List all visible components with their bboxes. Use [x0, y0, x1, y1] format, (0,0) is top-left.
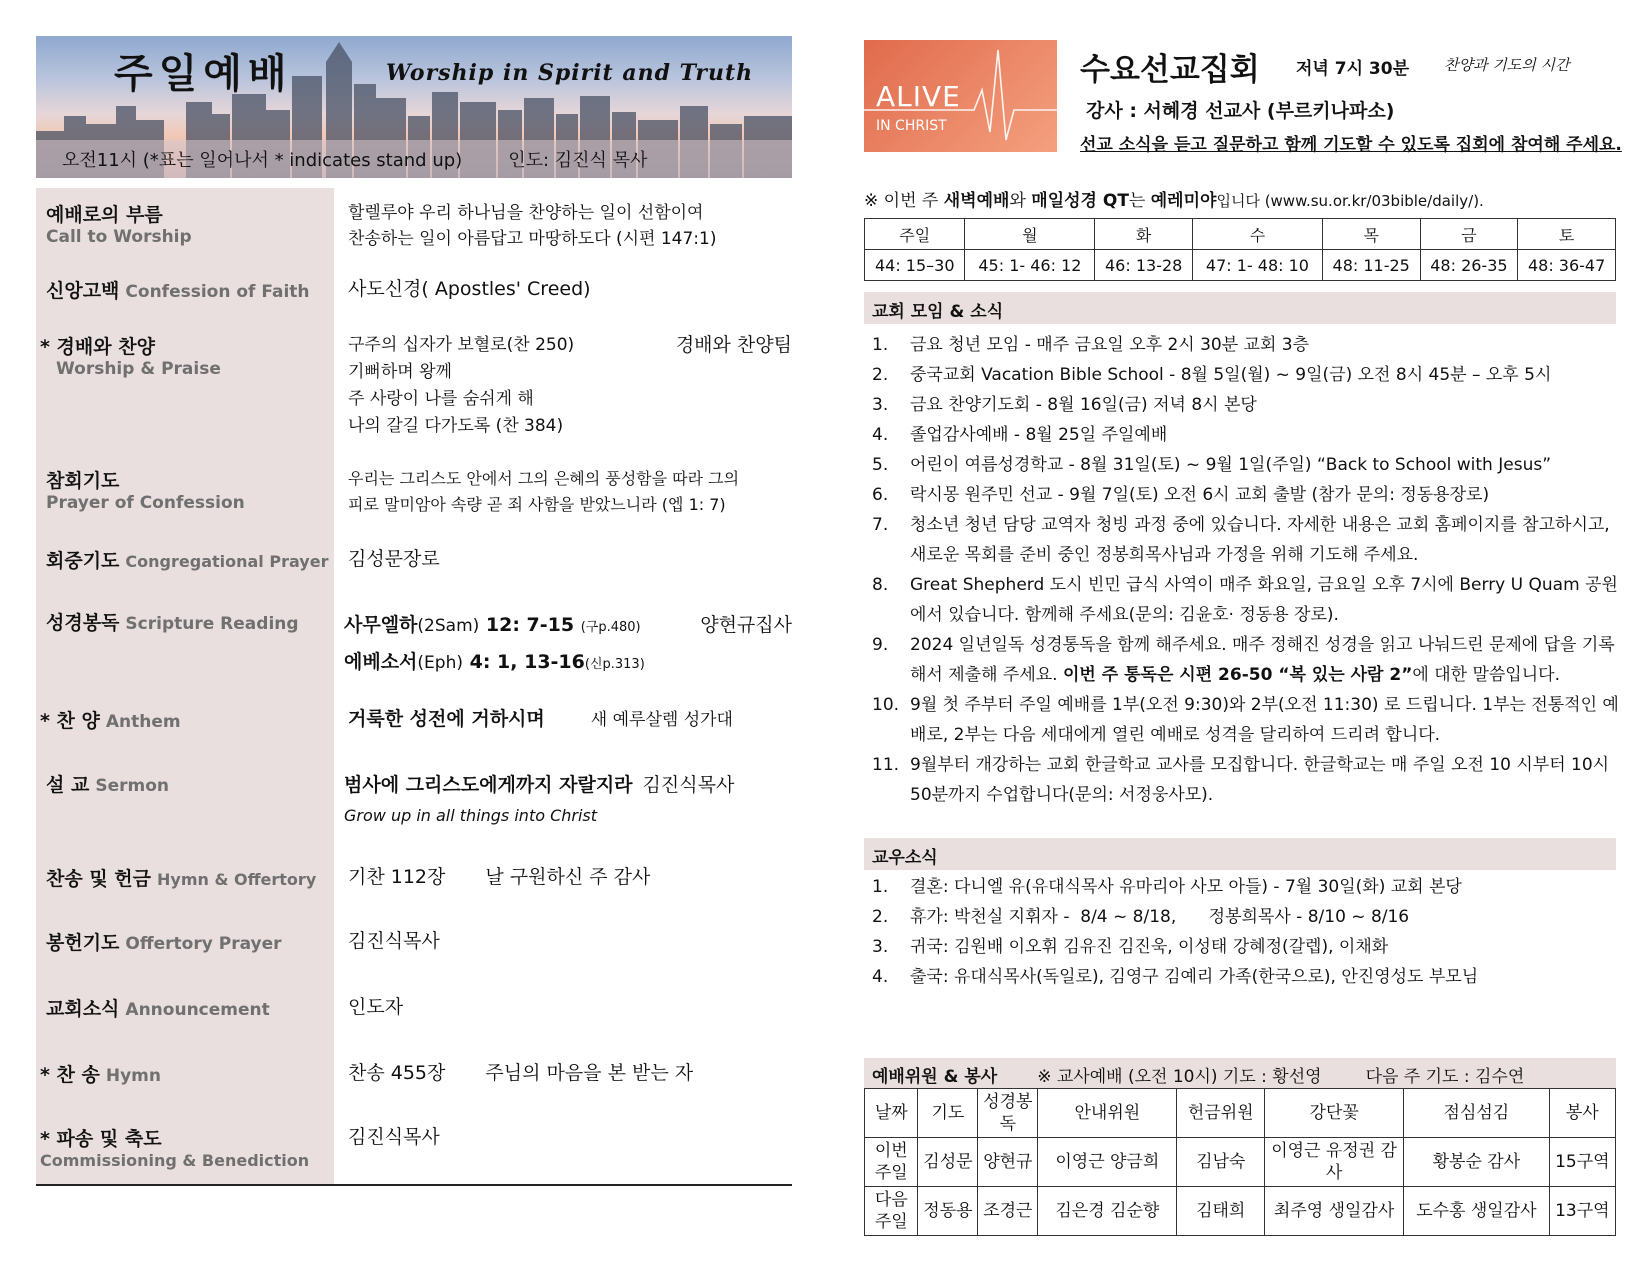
table-cell: 15구역	[1549, 1138, 1615, 1187]
list-item	[872, 330, 1620, 360]
item-number: 9.	[872, 635, 889, 655]
anthem-title: 거룩한 성전에 거하시며	[348, 708, 545, 730]
item-number: 2.	[872, 907, 889, 927]
item-text: Great Shepherd 도시 빈민 급식 사역이 매주 화요일, 금요일 오후 7시에 Berry U Quam 공원에서 있습니다. 함께해 주세요(문의: 김윤호· 정동용 장로).	[910, 575, 1618, 625]
list-item	[872, 450, 1620, 480]
table-cell: 이번 주일	[865, 1138, 918, 1187]
column-header: 봉사	[1549, 1089, 1615, 1138]
order-row-prayer	[36, 534, 792, 598]
service-table	[864, 1088, 1616, 1236]
scripture-1-book: 사무엘하	[344, 614, 418, 636]
item-number: 8.	[872, 575, 889, 595]
order-row-offertory	[36, 850, 792, 916]
hymn-number: 기찬 112장	[348, 866, 446, 888]
order-row-benediction	[36, 1112, 792, 1186]
column-header: 기도	[918, 1089, 978, 1138]
column-header: 성경봉독	[978, 1089, 1038, 1138]
order-label-en: Call to Worship	[46, 227, 192, 247]
qt-note-text: 와	[1009, 191, 1032, 211]
order-label-ko: 성경봉독	[46, 612, 120, 634]
table-cell: 정동용	[918, 1187, 978, 1236]
order-text: 할렐루야 우리 하나님을 찬양하는 일이 선함이여	[348, 203, 704, 223]
qt-day: 주일	[865, 219, 965, 250]
order-label-ko: 신앙고백	[46, 280, 120, 302]
column-header: 안내위원	[1038, 1089, 1177, 1138]
table-cell: 13구역	[1549, 1187, 1615, 1236]
hymn-title: 주님의 마음을 본 받는 자	[485, 1062, 694, 1084]
service-header-row	[865, 1089, 1616, 1138]
qt-day: 목	[1322, 219, 1420, 250]
table-cell: 김남숙	[1177, 1138, 1265, 1187]
list-item	[872, 570, 1620, 630]
order-text: 사도신경( Apostles' Creed)	[348, 278, 591, 300]
order-label-en: Prayer of Confession	[46, 493, 245, 513]
qt-note-bold: 새벽예배	[943, 191, 1010, 211]
alive-in-christ-logo	[864, 40, 1057, 152]
order-of-worship	[36, 188, 792, 1186]
list-item	[872, 510, 1620, 570]
list-item	[872, 420, 1620, 450]
qt-note-text: ※ 이번 주	[864, 191, 944, 211]
logo-line-1: ALIVE	[876, 80, 961, 113]
wednesday-time: 저녁 7시 30분	[1296, 59, 1410, 79]
order-text: 피로 말미암아 속량 곧 죄 사함을 받았느니라 (엡 1: 7)	[348, 495, 726, 514]
item-text	[910, 630, 1620, 690]
qt-day: 수	[1193, 219, 1323, 250]
item-number: 4.	[872, 425, 889, 445]
list-item	[872, 962, 1620, 992]
qt-day: 월	[965, 219, 1095, 250]
table-row	[865, 1187, 1616, 1236]
order-label-en: Sermon	[95, 776, 169, 796]
list-item	[872, 750, 1620, 810]
item-number: 3.	[872, 395, 889, 415]
item-number: 7.	[872, 515, 889, 535]
order-row-announcement	[36, 982, 792, 1048]
order-label-en: Worship & Praise	[56, 359, 221, 379]
service-heading-title: 예배위원 & 봉사	[872, 1067, 998, 1087]
church-news-heading: 교회 모임 & 소식	[864, 292, 1616, 324]
list-item	[872, 690, 1620, 750]
order-label-en: Offertory Prayer	[125, 934, 282, 954]
order-label-en: Announcement	[125, 1000, 270, 1020]
wednesday-title: 수요선교집회	[1080, 52, 1260, 88]
preacher: 김진식목사	[642, 774, 735, 796]
qt-days-row	[865, 219, 1616, 250]
logo-line-2: IN CHRIST	[876, 118, 947, 134]
choir-name: 새 예루살렘 성가대	[590, 710, 733, 730]
item-text: 9월부터 개강하는 교회 한글학교 교사를 모집합니다. 한글학교는 매 주일 오전 10 시부터 10시 50분까지 수업합니다(문의: 서정웅사모).	[910, 755, 1610, 805]
qt-reading: 48: 11-25	[1322, 250, 1420, 281]
table-cell: 김성문	[918, 1138, 978, 1187]
order-label-en: Congregational Prayer	[125, 552, 329, 571]
item-text-part: 에 대한 말씀입니다.	[1412, 665, 1560, 685]
item-number: 3.	[872, 937, 889, 957]
item-number: 10.	[872, 695, 900, 715]
hymn-title: 날 구원하신 주 감사	[485, 866, 651, 888]
item-text: 락시몽 원주민 선교 - 9월 7일(토) 오전 6시 교회 출발 (참가 문의: 정동용장로)	[910, 485, 1490, 505]
scripture-1-abbr: (2Sam)	[417, 616, 480, 636]
sermon-subtitle: Grow up in all things into Christ	[344, 806, 598, 825]
qt-reading-table	[864, 218, 1616, 281]
table-cell: 이영근 유정권 감사	[1265, 1138, 1404, 1187]
hymn-number: 찬송 455장	[348, 1062, 446, 1084]
table-cell: 김은경 김순향	[1038, 1187, 1177, 1236]
qt-note-text: 입니다 (www.su.or.kr/03bible/daily/).	[1216, 192, 1484, 210]
item-text: 결혼: 다니엘 유(유대식목사 유마리아 사모 아들) - 7월 30일(화) 교회 본당	[910, 877, 1462, 897]
item-number: 6.	[872, 485, 889, 505]
column-header: 헌금위원	[1177, 1089, 1265, 1138]
order-label-en: Commissioning & Benediction	[40, 1151, 310, 1170]
table-cell: 양현규	[978, 1138, 1038, 1187]
service-leader: 인도: 김진식 목사	[508, 150, 648, 171]
order-row-offertory-prayer	[36, 916, 792, 982]
item-text-bold: 이번 주 통독은 시편 26-50 “복 있는 사람 2”	[1063, 665, 1413, 685]
order-row-anthem	[36, 692, 792, 756]
order-label-en: Scripture Reading	[125, 614, 299, 634]
item-number: 5.	[872, 455, 889, 475]
qt-reading: 47: 1- 48: 10	[1193, 250, 1323, 281]
order-label-en: Confession of Faith	[125, 282, 310, 302]
wednesday-note: 찬양과 기도의 시간	[1444, 56, 1570, 74]
scripture-1-page: (구p.480)	[580, 620, 641, 635]
qt-note-bold: 예레미야	[1150, 191, 1217, 211]
scripture-2-book: 에베소서	[344, 651, 418, 673]
item-text-part: 2024 일년일독 성경통독을 함께 해주세요. 매주 정해진 성경을 읽고 나눠드린 문제에 답을 기록해서 제출해 주세요.	[910, 635, 1615, 685]
column-header: 점심섬김	[1404, 1089, 1549, 1138]
item-text: 금요 청년 모임 - 매주 금요일 오후 2시 30분 교회 3층	[910, 335, 1310, 355]
list-item	[872, 932, 1620, 962]
scripture-2-abbr: (Eph)	[417, 653, 463, 673]
member-news-heading: 교우소식	[864, 838, 1616, 870]
item-number: 4.	[872, 967, 889, 987]
qt-day: 화	[1095, 219, 1193, 250]
wednesday-speaker: 강사 : 서혜경 선교사 (부르키나파소)	[1086, 100, 1395, 122]
table-cell: 이영근 양금희	[1038, 1138, 1177, 1187]
item-number: 2.	[872, 365, 889, 385]
order-row-hymn	[36, 1048, 792, 1112]
order-text: 기뻐하며 왕께	[348, 362, 452, 382]
item-text: 9월 첫 주부터 주일 예배를 1부(오전 9:30)와 2부(오전 11:30) 로 드립니다. 1부는 전통적인 예배로, 2부는 다음 세대에게 열린 예배로 성격을 달리하여 드리려 합니다.	[910, 695, 1619, 745]
order-label-ko: * 찬 양	[40, 710, 100, 732]
item-text: 졸업감사예배 - 8월 25일 주일예배	[910, 425, 1168, 445]
item-text: 금요 찬양기도회 - 8월 16일(금) 저녁 8시 본당	[910, 395, 1257, 415]
list-item	[872, 390, 1620, 420]
item-text: 중국교회 Vacation Bible School - 8월 5일(월) ~ 9일(금) 오전 8시 45분 – 오후 5시	[910, 365, 1552, 385]
item-text: 휴가: 박천실 지휘자 - 8/4 ~ 8/18, 정봉희목사 - 8/10 ~ 8/16	[910, 907, 1410, 927]
item-number: 1.	[872, 877, 889, 897]
item-text: 출국: 유대식목사(독일로), 김영구 김예리 가족(한국으로), 안진영성도 부모님	[910, 967, 1479, 987]
order-text: 우리는 그리스도 안에서 그의 은혜의 풍성함을 따라 그의	[348, 469, 740, 488]
table-cell: 김태희	[1177, 1187, 1265, 1236]
column-header: 날짜	[865, 1089, 918, 1138]
qt-reading: 48: 36-47	[1518, 250, 1616, 281]
list-item	[872, 480, 1620, 510]
order-label-ko: 봉헌기도	[46, 932, 120, 954]
order-row-repentance	[36, 454, 792, 534]
order-label-ko: * 경배와 찬양	[40, 336, 155, 358]
order-label-ko: 설 교	[46, 774, 90, 796]
table-cell: 최주영 생일감사	[1265, 1187, 1404, 1236]
order-text: 인도자	[348, 996, 404, 1018]
church-news-list	[872, 330, 1620, 810]
order-label-en: Hymn	[105, 1066, 162, 1086]
qt-readings-row	[865, 250, 1616, 281]
list-item	[872, 630, 1620, 690]
sermon-title: 범사에 그리스도에게까지 자랄지라	[344, 774, 633, 796]
scripture-2-ref: 4: 1, 13-16	[463, 651, 585, 673]
table-cell: 조경근	[978, 1187, 1038, 1236]
qt-reading: 46: 13-28	[1095, 250, 1193, 281]
qt-reading: 45: 1- 46: 12	[965, 250, 1095, 281]
scripture-1-ref: 12: 7-15	[479, 614, 581, 636]
order-label-ko: 찬송 및 헌금	[46, 868, 151, 890]
wednesday-invite: 선교 소식을 듣고 질문하고 함께 기도할 수 있도록 집회에 참여해 주세요.	[1080, 135, 1622, 155]
praise-team: 경배와 찬양팀	[675, 334, 792, 356]
order-row-scripture	[36, 598, 792, 692]
item-text: 청소년 청년 담당 교역자 청빙 과정 중에 있습니다. 자세한 내용은 교회 홈페이지를 참고하시고, 새로운 목회를 준비 중인 정봉희목사님과 가정을 위해 기도해 주세요.	[910, 515, 1610, 565]
table-cell: 도수홍 생일감사	[1404, 1187, 1549, 1236]
order-text: 나의 갈길 다가도록 (찬 384)	[348, 416, 564, 436]
qt-note	[864, 186, 1484, 211]
order-label-ko: 교회소식	[46, 998, 120, 1020]
list-item	[872, 902, 1620, 932]
order-label-en: Hymn & Offertory	[157, 870, 317, 889]
table-cell: 황봉순 감사	[1404, 1138, 1549, 1187]
sunday-worship-panel	[36, 36, 792, 1186]
qt-day: 금	[1420, 219, 1518, 250]
order-row-praise	[36, 320, 792, 454]
order-label-ko: * 파송 및 축도	[40, 1128, 162, 1150]
sunday-motto: Worship in Spirit and Truth	[386, 60, 754, 86]
qt-reading: 48: 26-35	[1420, 250, 1518, 281]
item-number: 11.	[872, 755, 900, 775]
qt-note-text: 는	[1128, 191, 1151, 211]
order-text: 김진식목사	[348, 930, 440, 952]
order-label-ko: 참회기도	[46, 470, 120, 492]
next-prayer: 다음 주 기도 : 김수연	[1365, 1067, 1525, 1087]
order-text: 찬송하는 일이 아름답고 마땅하도다 (시편 147:1)	[348, 229, 717, 249]
teacher-prayer: ※ 교사예배 (오전 10시) 기도 : 황선영	[1037, 1067, 1322, 1087]
sunday-time-line	[62, 146, 647, 172]
scripture-2-page: (신p.313)	[584, 657, 645, 672]
sunday-title: 주일예배	[114, 51, 293, 97]
order-label-ko: * 찬 송	[40, 1064, 100, 1086]
item-text: 어린이 여름성경학교 - 8월 31일(토) ~ 9월 1일(주일) “Back to School with Jesus”	[910, 455, 1552, 475]
item-text: 귀국: 김원배 이오휘 김유진 김진욱, 이성태 강혜정(갈렙), 이채화	[910, 937, 1389, 957]
order-text: 김진식목사	[348, 1126, 440, 1148]
scripture-reader: 양현규집사	[700, 614, 792, 636]
list-item	[872, 872, 1620, 902]
item-number: 1.	[872, 335, 889, 355]
column-header: 강단꽃	[1265, 1089, 1404, 1138]
qt-note-bold: 매일성경 QT	[1031, 191, 1129, 211]
qt-day: 토	[1518, 219, 1616, 250]
order-label-en: Anthem	[105, 712, 181, 732]
qt-reading: 44: 15–30	[865, 250, 965, 281]
order-text: 주 사랑이 나를 숨쉬게 해	[348, 389, 534, 409]
order-row-confession	[36, 262, 792, 320]
table-cell: 다음 주일	[865, 1187, 918, 1236]
service-heading	[864, 1058, 1616, 1088]
order-row-sermon	[36, 756, 792, 850]
list-item	[872, 360, 1620, 390]
member-news-list	[872, 872, 1620, 992]
order-text: 구주의 십자가 보혈로(찬 250)	[348, 335, 575, 355]
order-label-ko: 예배로의 부름	[46, 204, 163, 226]
order-row-call	[36, 188, 792, 262]
order-label-ko: 회중기도	[46, 550, 120, 572]
sunday-banner	[36, 36, 792, 178]
order-text: 김성문장로	[348, 548, 440, 570]
table-row	[865, 1138, 1616, 1187]
service-time: 오전11시 (*표는 일어나서 * indicates stand up)	[62, 150, 463, 171]
